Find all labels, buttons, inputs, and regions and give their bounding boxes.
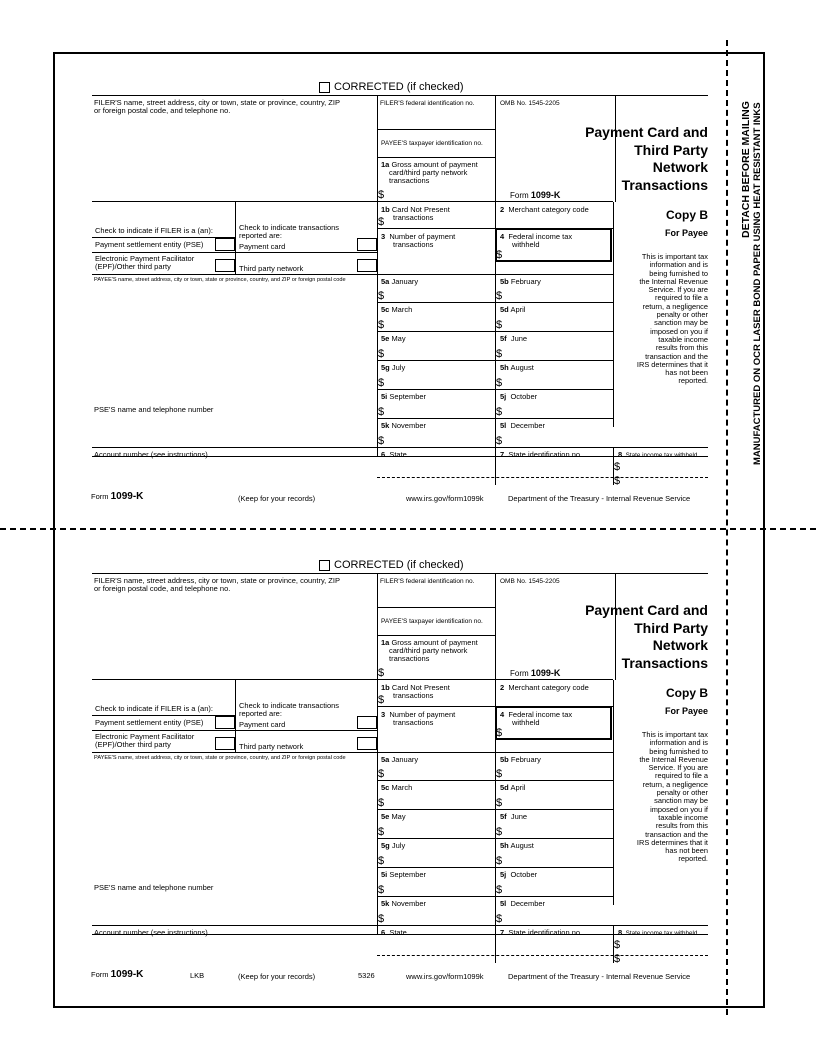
irs-website: www.irs.gov/form1099k xyxy=(406,972,484,981)
for-payee-label: For Payee xyxy=(664,706,708,716)
box-5j-dollar: $ xyxy=(496,884,503,896)
epf-label: Electronic Payment Facilitator (EPF)/Other third party xyxy=(95,254,195,271)
keep-records-label: (Keep for your records) xyxy=(238,972,316,981)
box-2-label: 2 Merchant category code xyxy=(500,683,589,692)
box-1a-label: 1a Gross amount of payment card/third party network transactions xyxy=(381,160,478,185)
form-number: Form 1099-K xyxy=(510,190,561,200)
footer-form-number: Form 1099-K xyxy=(91,491,144,502)
box-5a-dollar: $ xyxy=(378,768,385,780)
form-title: Payment Card and Third Party Network Transactions xyxy=(585,124,708,193)
box-5d-label: 5d April xyxy=(500,783,526,792)
check-transactions-label: Check to indicate transactions reported are: xyxy=(239,223,340,240)
box-5j-label: 5j October xyxy=(500,392,538,401)
account-number-label: Account number (see instructions) xyxy=(94,450,208,459)
box-8-label: 8 State income tax withheld xyxy=(618,450,698,459)
copy-b-top xyxy=(40,52,710,503)
box-1a-dollar: $ xyxy=(378,667,385,679)
box-5i-label: 5i September xyxy=(381,870,427,879)
payment-card-checkbox[interactable] xyxy=(357,238,377,251)
box-2-label: 2 Merchant category code xyxy=(500,205,589,214)
form-number: Form 1099-K xyxy=(510,668,561,678)
copy-label: Copy B xyxy=(666,686,708,700)
lkb-label: LKB xyxy=(190,971,205,980)
box-5e-label: 5e May xyxy=(381,334,406,343)
detach-notice: DETACH BEFORE MAILING xyxy=(740,101,752,238)
box-5c-label: 5c March xyxy=(381,305,413,314)
pse-name-label: PSE'S name and telephone number xyxy=(94,883,214,892)
box-5b-dollar: $ xyxy=(496,768,503,780)
copy-b-bottom xyxy=(40,530,710,981)
box-4-label: 4 Federal income tax withheld xyxy=(500,710,573,727)
box-8-dollar-1: $ xyxy=(614,939,621,951)
box-5e-dollar: $ xyxy=(378,826,385,838)
box-7-label: 7 State identification no. xyxy=(500,928,583,937)
corrected-checkbox[interactable] xyxy=(319,82,330,93)
important-notice: This is important tax information and is being furnished to the Internal Revenue Service. If you are required to file a return, a negligence penalty or other sanction may be imposed on you if taxable income results from this transaction and the IRS determines that it has not been reported. xyxy=(636,252,708,386)
payment-card-label: Payment card xyxy=(239,242,286,251)
box-5c-dollar: $ xyxy=(378,797,385,809)
box-4-dollar: $ xyxy=(496,727,503,739)
box-5c-dollar: $ xyxy=(378,319,385,331)
corrected-label: CORRECTED (if checked) xyxy=(334,559,464,571)
payee-tin-label: PAYEE'S taxpayer identification no. xyxy=(381,140,483,147)
box-5l-label: 5l December xyxy=(500,421,546,430)
payment-card-label: Payment card xyxy=(239,720,286,729)
keep-records-label: (Keep for your records) xyxy=(238,494,316,503)
box-5g-dollar: $ xyxy=(378,377,385,389)
third-party-network-checkbox[interactable] xyxy=(357,259,377,272)
box-5a-dollar: $ xyxy=(378,290,385,302)
box-5g-label: 5g July xyxy=(381,841,406,850)
account-number-label: Account number (see instructions) xyxy=(94,928,208,937)
box-4-dollar: $ xyxy=(496,249,503,261)
box-5k-dollar: $ xyxy=(378,913,385,925)
pse-label: Payment settlement entity (PSE) xyxy=(95,718,204,727)
box-5f-label: 5f June xyxy=(500,334,528,343)
important-notice: This is important tax information and is being furnished to the Internal Revenue Service. If you are required to file a return, a negligence penalty or other sanction may be imposed on you if taxable income results from this transaction and the IRS determines that it has not been reported. xyxy=(636,730,708,864)
filer-fed-id-label: FILER'S federal identification no. xyxy=(380,100,475,107)
filer-label: FILER'S name, street address, city or town, state or province, country, ZIP or foreign postal code, and telephone no. xyxy=(94,576,340,593)
payee-name-label: PAYEE'S name, street address, city or town, state or province, country, and ZIP or foreign postal code xyxy=(94,277,346,283)
box-5h-label: 5h August xyxy=(500,841,534,850)
payee-name-label: PAYEE'S name, street address, city or town, state or province, country, and ZIP or foreign postal code xyxy=(94,755,346,761)
box-5a-label: 5a January xyxy=(381,277,419,286)
box-5l-dollar: $ xyxy=(496,913,503,925)
omb-number: OMB No. 1545-2205 xyxy=(500,578,560,585)
box-6-label: 6 State xyxy=(381,928,407,937)
box-5k-dollar: $ xyxy=(378,435,385,447)
box-5l-dollar: $ xyxy=(496,435,503,447)
third-party-network-label: Third party network xyxy=(239,264,304,273)
pse-checkbox[interactable] xyxy=(215,238,235,251)
box-5e-dollar: $ xyxy=(378,348,385,360)
box-8-dollar-2: $ xyxy=(614,953,621,965)
box-8-label: 8 State income tax withheld xyxy=(618,928,698,937)
box-5j-dollar: $ xyxy=(496,406,503,418)
box-5i-label: 5i September xyxy=(381,392,427,401)
box-5i-dollar: $ xyxy=(378,406,385,418)
box-1b-label: 1b Card Not Present transactions xyxy=(381,683,450,700)
epf-checkbox[interactable] xyxy=(215,737,235,750)
box-3-label: 3 Number of payment transactions xyxy=(381,232,456,249)
omb-number: OMB No. 1545-2205 xyxy=(500,100,560,107)
form-code: 5326 xyxy=(358,971,375,980)
box-5h-label: 5h August xyxy=(500,363,534,372)
box-8-dollar-1: $ xyxy=(614,461,621,473)
irs-website: www.irs.gov/form1099k xyxy=(406,494,484,503)
box-1b-dollar: $ xyxy=(378,694,385,706)
pse-label: Payment settlement entity (PSE) xyxy=(95,240,204,249)
box-5f-label: 5f June xyxy=(500,812,528,821)
form-title: Payment Card and Third Party Network Transactions xyxy=(585,602,708,671)
box-5d-label: 5d April xyxy=(500,305,526,314)
pse-checkbox[interactable] xyxy=(215,716,235,729)
box-1a-label: 1a Gross amount of payment card/third party network transactions xyxy=(381,638,478,663)
box-5h-dollar: $ xyxy=(496,377,503,389)
corrected-label: CORRECTED (if checked) xyxy=(334,81,464,93)
box-5f-dollar: $ xyxy=(496,348,503,360)
box-5d-dollar: $ xyxy=(496,319,503,331)
check-filer-label: Check to indicate if FILER is a (an): xyxy=(95,704,213,713)
box-6-label: 6 State xyxy=(381,450,407,459)
box-5k-label: 5k November xyxy=(381,421,427,430)
box-5a-label: 5a January xyxy=(381,755,419,764)
box-5f-dollar: $ xyxy=(496,826,503,838)
box-5c-label: 5c March xyxy=(381,783,413,792)
filer-label: FILER'S name, street address, city or town, state or province, country, ZIP or foreign postal code, and telephone no. xyxy=(94,98,340,115)
box-5b-dollar: $ xyxy=(496,290,503,302)
treasury-department: Department of the Treasury - Internal Revenue Service xyxy=(508,972,691,981)
check-transactions-label: Check to indicate transactions reported are: xyxy=(239,701,340,718)
box-5j-label: 5j October xyxy=(500,870,538,879)
box-3-label: 3 Number of payment transactions xyxy=(381,710,456,727)
epf-label: Electronic Payment Facilitator (EPF)/Other third party xyxy=(95,732,195,749)
box-5g-dollar: $ xyxy=(378,855,385,867)
box-5i-dollar: $ xyxy=(378,884,385,896)
box-5h-dollar: $ xyxy=(496,855,503,867)
filer-fed-id-label: FILER'S federal identification no. xyxy=(380,578,475,585)
box-5g-label: 5g July xyxy=(381,363,406,372)
box-5b-label: 5b February xyxy=(500,755,541,764)
box-7-label: 7 State identification no. xyxy=(500,450,583,459)
box-5k-label: 5k November xyxy=(381,899,427,908)
treasury-department: Department of the Treasury - Internal Revenue Service xyxy=(508,494,691,503)
box-5d-dollar: $ xyxy=(496,797,503,809)
for-payee-label: For Payee xyxy=(664,228,708,238)
pse-name-label: PSE'S name and telephone number xyxy=(94,405,214,414)
footer-form-number: Form 1099-K xyxy=(91,969,144,980)
box-1b-label: 1b Card Not Present transactions xyxy=(381,205,450,222)
manufactured-notice: MANUFACTURED ON OCR LASER BOND PAPER USING HEAT RESISTANT INKS xyxy=(752,102,763,465)
box-1b-dollar: $ xyxy=(378,216,385,228)
corrected-checkbox[interactable] xyxy=(319,560,330,571)
copy-label: Copy B xyxy=(666,208,708,222)
box-4-label: 4 Federal income tax withheld xyxy=(500,232,573,249)
box-8-dollar-2: $ xyxy=(614,475,621,487)
box-5e-label: 5e May xyxy=(381,812,406,821)
third-party-network-label: Third party network xyxy=(239,742,304,751)
payee-tin-label: PAYEE'S taxpayer identification no. xyxy=(381,618,483,625)
box-1a-dollar: $ xyxy=(378,189,385,201)
box-5b-label: 5b February xyxy=(500,277,541,286)
payment-card-checkbox[interactable] xyxy=(357,716,377,729)
third-party-network-checkbox[interactable] xyxy=(357,737,377,750)
box-5l-label: 5l December xyxy=(500,899,546,908)
check-filer-label: Check to indicate if FILER is a (an): xyxy=(95,226,213,235)
epf-checkbox[interactable] xyxy=(215,259,235,272)
